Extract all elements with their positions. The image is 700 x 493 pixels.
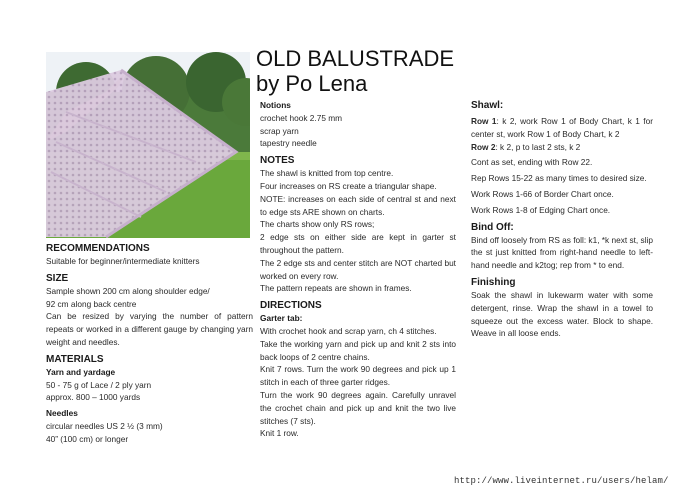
shawl-row-2 [471, 141, 653, 154]
row-1-text: : k 2, work Row 1 of Body Chart, k 1 for center st, work Row 1 of Body Chart, k 2 [471, 116, 653, 139]
notions-line-1: crochet hook 2.75 mm [260, 112, 343, 123]
notes-heading: NOTES [260, 155, 295, 167]
recommendations-heading: RECOMMENDATIONS [46, 243, 150, 254]
column-left [46, 242, 253, 446]
notions-line-3: tapestry needle [260, 138, 317, 149]
notes-paragraph-5: 2 edge sts on either side are kept in garter st throughout the pattern. [260, 232, 456, 255]
column-right [471, 99, 653, 340]
shawl-heading: Shawl: [471, 100, 504, 111]
row-2-label: Row 2 [471, 141, 496, 152]
materials-heading: MATERIALS [46, 353, 104, 365]
directions-paragraph-3: Knit 7 rows. Turn the work 90 degrees and pick up 1 stitch in each of three garter ridges. [260, 364, 456, 388]
notions-line-2: scrap yarn [260, 125, 299, 136]
shawl-photo-illustration [46, 52, 250, 238]
shawl-row-1 [471, 115, 653, 141]
directions-heading: DIRECTIONS [260, 300, 322, 312]
shawl-paragraph-2: Rep Rows 15-22 as many times to desired size. [471, 173, 647, 184]
bind-off-heading: Bind Off: [471, 221, 514, 233]
directions-paragraph-1: With crochet hook and scrap yarn, ch 4 stitches. [260, 325, 437, 336]
bind-off-paragraph: Bind off loosely from RS as foll: k1, *k next st, slip the st just knitted from right-hand needle to left-hand needle and k2tog; rep from * to end. [471, 234, 653, 271]
needles-line-2: 40” (100 cm) or longer [46, 433, 129, 444]
yarn-line-1: 50 - 75 g of Lace / 2 ply yarn [46, 379, 152, 390]
shawl-paragraph-4: Work Rows 1-8 of Edging Chart once. [471, 204, 611, 215]
notes-paragraph-6: The 2 edge sts and center stitch are NOT charted but worked on every row. [260, 257, 456, 281]
size-line-2: 92 cm along back centre [46, 298, 137, 309]
shawl-photo [46, 52, 250, 238]
size-line-1: Sample shown 200 cm along shoulder edge/ [46, 285, 210, 296]
notes-paragraph-7: The pattern repeats are shown in frames. [260, 283, 412, 294]
directions-paragraph-5: Knit 1 row. [260, 428, 299, 439]
notes-paragraph-2: Four increases on RS create a triangular shape. [260, 180, 437, 191]
yarn-heading: Yarn and yardage [46, 366, 116, 377]
directions-paragraph-4: Turn the work 90 degrees again. Carefully unravel the crochet chain and pick up and knit the two live stitches (7 sts). [260, 389, 456, 426]
directions-paragraph-2: Take the working yarn and pick up and knit 2 sts into back loops of 2 centre chains. [260, 338, 456, 362]
notes-paragraph-4: The charts show only RS rows; [260, 219, 375, 230]
finishing-heading: Finishing [471, 276, 516, 288]
row-2-text: : k 2, p to last 2 sts, k 2 [495, 141, 581, 152]
garter-tab-heading: Garter tab: [260, 313, 303, 324]
notes-paragraph-1: The shawl is knitted from top centre. [260, 168, 394, 179]
title-line-2: by Po Lena [256, 71, 368, 96]
shawl-paragraph-3: Work Rows 1-66 of Border Chart once. [471, 188, 614, 199]
page-title [256, 46, 454, 96]
size-heading: SIZE [46, 272, 69, 284]
row-1-label: Row 1 [471, 116, 497, 126]
watermark-url: http://www.liveinternet.ru/users/helam/ [454, 476, 669, 486]
shawl-paragraph-1: Cont as set, ending with Row 22. [471, 157, 593, 168]
size-paragraph: Can be resized by varying the number of pattern repeats or worked in a different gauge by changing yarn weight and needles. [46, 311, 253, 347]
needles-heading: Needles [46, 408, 78, 419]
title-line-1: OLD BALUSTRADE [256, 46, 455, 71]
column-middle [260, 99, 456, 440]
needles-line-1: circular needles US 2 ½ (3 mm) [46, 420, 163, 431]
yarn-line-2: approx. 800 – 1000 yards [46, 392, 141, 403]
notes-paragraph-3: NOTE: increases on each side of central st and next to edge sts ARE shown on charts. [260, 193, 456, 217]
notions-heading: Notions [260, 100, 291, 110]
finishing-paragraph: Soak the shawl in lukewarm water with some detergent, rinse. Wrap the shawl in a towel to squeeze out the excess water. Block to shape. Weave in all loose ends. [471, 289, 653, 339]
recommendations-text: Suitable for beginner/intermediate knitters [46, 256, 200, 266]
